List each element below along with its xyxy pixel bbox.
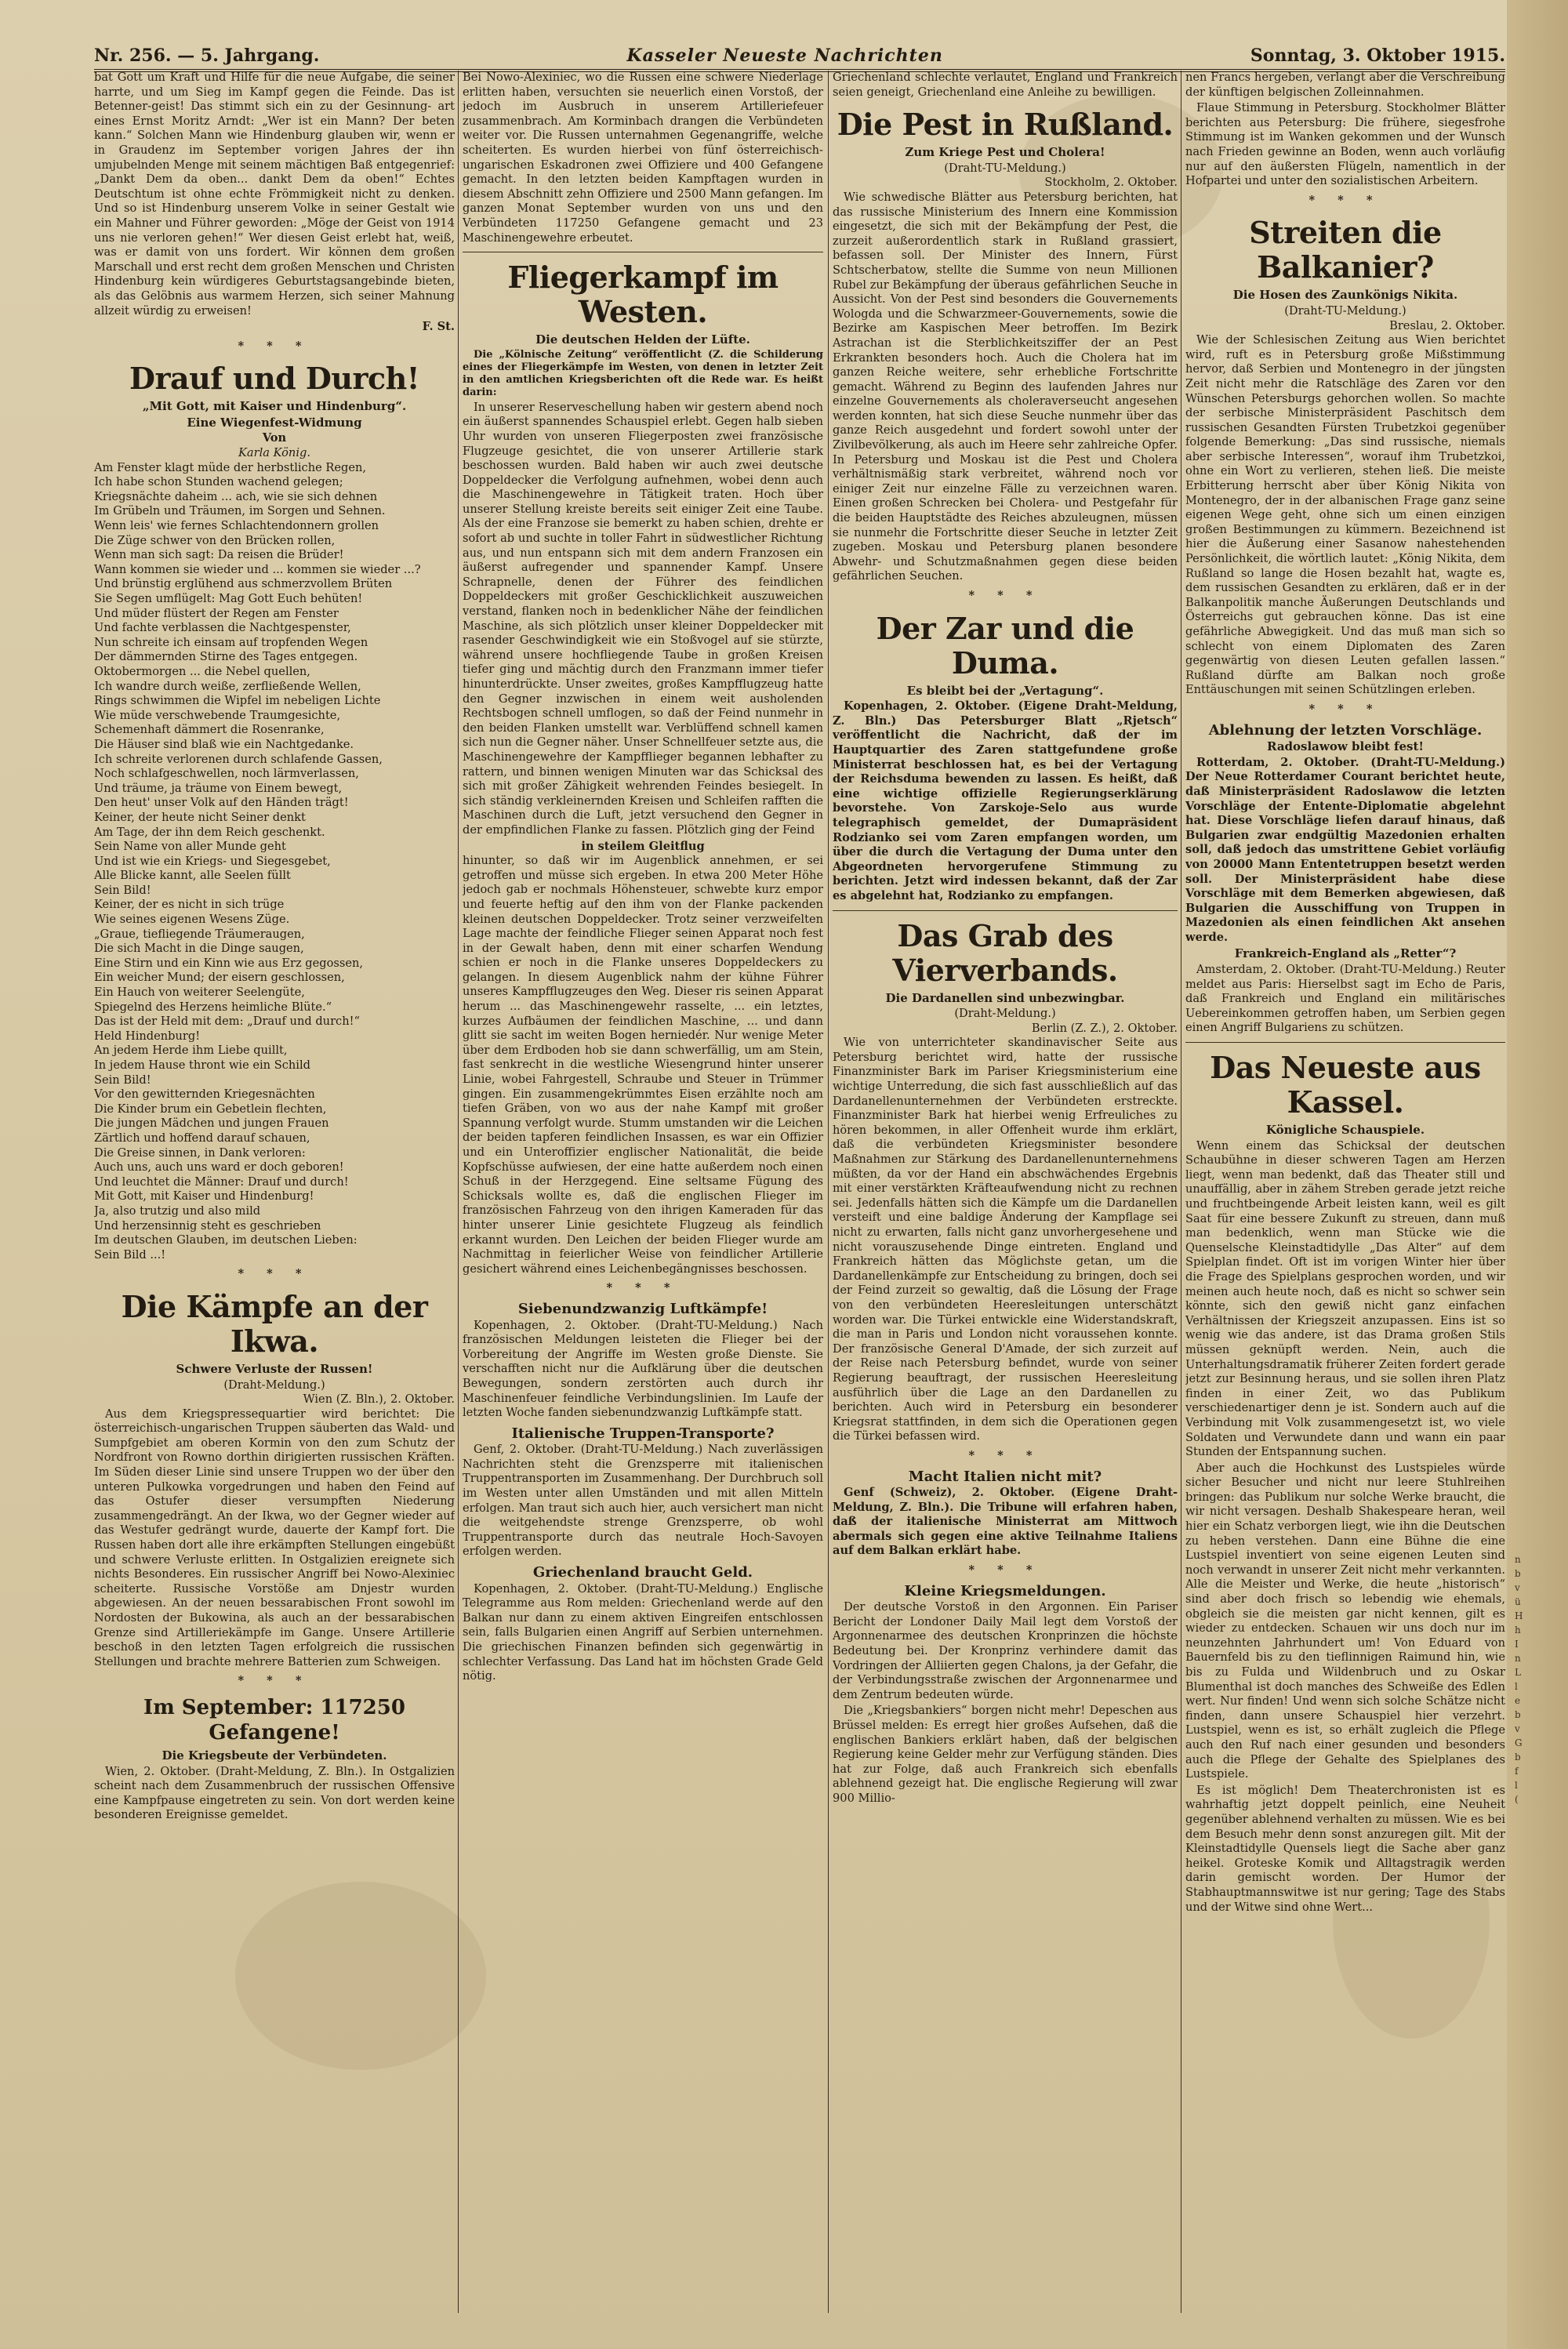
dateline: Breslau, 2. Oktober. [1389,318,1505,332]
poem-line: Keiner, der heute nicht Seiner denkt [94,810,306,824]
divider [1185,1042,1505,1043]
subheadline: Zum Kriege Pest und Cholera! [905,145,1105,160]
poem-line: Am Fenster klagt müde der herbstliche Regen, [94,460,367,474]
poem-line: Mit Gott, mit Kaiser und Hindenburg! [94,1189,314,1204]
poem-line: Die Greise sinnen, in Dank verloren: [94,1145,306,1160]
article-paragraph: Der deutsche Vorstoß in den Argonnen. Ein Pariser Bericht der Londoner Daily Mail legt dem Vorstoß der Argonnenarmee des deutschen Kronprinzen die höchste Bedeutung bei. Der Kronprinz verhindere damit das Vordringen der Alliierten gegen Chalons, ja der Gefahr, die der Verbindungsstraße zwischen der Argonnenarmee und dem Zentrum bedeuten würde. [833,1600,1178,1701]
column-4 [1185,71,1505,2313]
agency-line: (Draht-TU-Meldung.) [1284,303,1406,318]
headline: Das Neueste aus Kassel. [1210,1050,1481,1120]
author-name: Karla König. [238,446,310,460]
article-paragraph: Rotterdam, 2. Oktober. (Draht-TU-Meldung.) Der Neue Rotterdamer Courant berichtet heute, daß Ministerpräsident Radoslawow die letzten Vorschläge der Entente-Diplomatie abgelehnt hat. Diese Vorschläge liefen darauf hinaus, daß Bulgarien zwar endgültig Mazedonien erhalten soll, daß jedoch das umstrittene Gebiet vorläufig von 20000 Mann Ententetruppen besetzt werden soll. Der Ministerpräsident habe diese Vorschläge mit dem Bemerken abgewiesen, daß Bulgarien die Ausschiffung von Truppen in Mazedonien als einen feindlichen Akt ansehen werde. [1185,755,1505,944]
poem-line: Die jungen Mädchen und jungen Frauen [94,1116,329,1131]
poem-line: Alle Blicke kannt, alle Seelen füllt [94,869,291,883]
poem-line: Die Züge schwer von den Brücken rollen, [94,533,336,547]
poem-line: Auch uns, auch uns ward er doch geboren! [94,1160,344,1174]
article-paragraph: bat Gott um Kraft und Hilfe für die neue Aufgabe, die seiner harrte, und um Sieg im Kampf gegen die Feinde. Das ist Betenner-geist! Das stimmt sich ein zu der Gesinnung- art eines Ernst Moritz Arndt: „Wer ist ein Mann? Der beten kann.“ Solchen Mann wie Hindenburg glauben wir, wenn er in Graudenz im September vorigen Jahres der ihn umjubelnden Menge mit seinem mächtigen Baß entgegenrief: „Dankt Dem da oben... dankt Dem da oben!“ Echtes Deutschtum ist ohne echte Frömmigkeit nicht zu denken. Und so ist Hindenburg unserem Volke in seiner Gestalt wie ein Mahner und Führer geworden: „Möge der Geist von 1914 uns nie verloren gehen!“ Wer diesen Geist erlebt hat, weiß, was er damit von uns fordert. Wir können dem großen Marschall und erst recht dem großen Menschen und Christen Hindenburg kein würdigeres Geburtstagsangebinde bieten, als das Gelöbnis aus warmem Herzen, sich seiner Mahnung allzeit würdig zu erweisen! [94,71,455,318]
headline: Der Zar und die Duma. [876,610,1134,681]
divider [833,910,1178,911]
poem-line: Keiner, der es nicht in sich trüge [94,898,285,912]
headline: Die Pest in Rußland. [837,107,1174,143]
article-paragraph: hinunter, so daß wir im Augenblick annehmen, er sei getroffen und müsse sich ergeben. In etwa 200 Meter Höhe jedoch gab er nochmals Höhensteuer, schwebte kurz empor und feuerte heftig auf den ihm von der Flanke packenden kleinen deutschen Doppeldecker. Trotz seiner verzweifelten Lage machte der feindliche Flieger seinen Apparat noch fest in der Gewalt haben, denn mit einer scharfen Wendung schien er noch in die Flanke unseres Doppeldeckers zu gelangen. In diesem Augenblick nahm der kühne Führer unseres Kampfflugzeuges den Weg. Dieser ris seinen Apparat herum ... das Maschinengewehr rasselte, ... ein letztes, kurzes Aufbäumen der feindlichen Maschine, ... und dann glitt sie sacht im weiten Bogen herniedér. Nur wenige Meter über dem Erdboden hob sie dann schwerfällig, um am Stein, fast senkrecht in die westliche Wiesengrund hinter unserer Linie, wobei Fahrgestell, Schraube und Steuer in Trümmer gingen. Ein zusammengekrümmtes Eisen erzählte noch am tiefen Gräben, von wo aus der nahe Kampf mit großer Spannung verfolgt wurde. Stumm umstanden wir die Leichen der beiden tapferen feindlichen Insassen, es war ein Offizier und ein Unteroffizier englischer Nationalität, die beide Kopfschüsse aufwiesen, der eine hatte außerdem noch einen Schuß in der Herzgegend. Eine seltsame Fügung des Schicksals wollte es, daß die englischen Flieger im französischen Fahrzeug von den ihrigen Kameraden für das hinter unserer Linie gesichtete Flugzeug als feindlich erkannt wurden. Den Leichen der beiden Flieger wurde am Nachmittag in feierlicher Weise von feindlicher Artillerie gesichert während eines Leichenbegängnisses beschossen. [463,854,823,1276]
poem-line: „Graue, tiefliegende Träumeraugen, [94,927,305,941]
issue-date: Sonntag, 3. Oktober 1915. [1250,45,1505,66]
poem-line: Ich habe schon Stunden wachend gelegen; [94,475,343,489]
article-paragraph: Kopenhagen, 2. Oktober. (Eigene Draht-Meldung, Z. Bln.) Das Petersburger Blatt „Rjetsch“ veröffentlicht die Nachricht, daß der im Hauptquartier des Zaren stattgefundene große Ministerrat beschlossen hat, es bei der Vertagung der Reichsduma bewenden zu lassen. Es heißt, daß eine wichtige offizielle Regierungserklärung bevorstehe. Von Zarskoje-Selo aus wurde telegraphisch gemeldet, der Dumapräsident Rodzianko sei vom Zaren empfangen worden, um über die durch die Vertagung der Duma unter den Abgeordneten hervorgerufene Stimmung zu berichten. Jetzt wird indessen bekannt, daß der Zar es abgelehnt hat, Rodzianko zu empfangen. [833,699,1178,902]
headline: Fliegerkampf im Westen. [507,260,779,330]
poem-line: Kriegsnächte daheim ... ach, wie sie sich dehnen [94,489,378,503]
poem-line: Rings schwimmen die Wipfel im nebeligen Lichte [94,694,381,708]
column-rule [828,71,829,2313]
headline: Streiten die Balkanier? [1249,215,1442,285]
poem-line: Spiegelnd des Herzens heimliche Blüte.“ [94,1000,332,1014]
article-paragraph: nen Francs hergeben, verlangt aber die Verschreibung der künftigen belgischen Zolleinnahmen. [1185,71,1505,99]
divider-stars: * * * [238,339,311,353]
poem-line: Das ist der Held mit dem: „Drauf und durch!“ [94,1015,360,1029]
column-2 [463,71,823,2313]
subheadline: Die Dardanellen sind unbezwingbar. [885,990,1125,1005]
headline: Griechenland braucht Geld. [532,1564,753,1581]
poem-line: Sein Name von aller Munde geht [94,840,286,854]
adjacent-page-edge [1507,0,1568,2349]
article-paragraph: Bei Nowo-Alexiniec, wo die Russen eine schwere Niederlage erlitten haben, versuchten sie neuerlich einen Vorstoß, der jedoch im Ausbruch in unserem Artilleriefeuer zusammenbrach. Am Korminbach drangen die Verbündeten weiter vor. Die Russen unternahmen Gegenangriffe, welche scheiterten. Es wurden hierbei von fünf österreichisch-ungarischen Eskadronen zwei Offiziere und 400 Gefangene gemacht. In den letzten beiden Kampftagen wurden in diesem Abschnitt zehn Offiziere und 2500 Mann gefangen. Im ganzen Monat September wurden von uns und den Verbündeten 117250 Gefangene gemacht und 23 Maschinengewehre erbeutet. [463,71,823,245]
byline: Von [262,431,287,445]
poem-line: Nun schreite ich einsam auf tropfenden Wegen [94,635,368,649]
poem-line: Zärtlich und hoffend darauf schauen, [94,1131,310,1145]
poem-line: Eine Stirn und ein Kinn wie aus Erz gegossen, [94,956,364,970]
headline: Ablehnung der letzten Vorschläge. [1208,721,1483,739]
subheadline: Schwere Verluste der Russen! [176,1361,373,1376]
column-1 [94,71,455,2313]
article-paragraph: Genf (Schweiz), 2. Oktober. (Eigene Draht-Meldung, Z. Bln.). Die Tribune will erfahren haben, daß der italienische Ministerrat am Mittwoch abermals sich gegen eine aktive Teilnahme Italiens auf dem Balkan erklärt habe. [833,1486,1178,1558]
divider-stars: * * * [968,1448,1042,1462]
headline: Die Kämpfe an der Ikwa. [121,1288,428,1359]
article-paragraph: Die „Kriegsbankiers“ borgen nicht mehr! Depeschen aus Brüssel melden: Es erregt hier großes Aufsehen, daß die englischen Bankiers erklärt haben, daß der belgischen Regierung keine Gelder mehr zur Verfügung ständen. Dies hat zur Folge, daß auch Frankreich sich ebenfalls ablehnend gezeigt hat. Die englische Regierung will zwar 900 Millio- [833,1704,1178,1805]
poem-line: Und fachte verblassen die Nachtgespenster, [94,621,351,635]
headline: Frankreich-England als „Retter“? [1234,946,1457,961]
poem-line: Der dämmernden Stirne des Tages entgegen. [94,650,358,664]
poem-line: Wenn leis' wie fernes Schlachtendonnern grollen [94,519,379,533]
newspaper-title: Kasseler Neueste Nachrichten [626,45,943,66]
poem-line: Wie seines eigenen Wesens Züge. [94,913,290,927]
divider-stars: * * * [238,1674,311,1688]
poem-line: Sein Bild! [94,883,151,897]
divider-stars: * * * [1308,702,1382,716]
poem-line: Sein Bild ...! [94,1247,166,1262]
article-paragraph: Amsterdam, 2. Oktober. (Draht-TU-Meldung.) Reuter meldet aus Paris: Hierselbst sagt im Echo de Paris, daß Frankreich und England ein militärisches Uebereinkommen getroffen haben, um Serbien gegen einen Angriff Bulgariens zu schützen. [1185,963,1505,1035]
article-paragraph: Aus dem Kriegspressequartier wird berichtet: Die österreichisch-ungarischen Truppen säuberten das Wald- und Sumpfgebiet am oberen Kormin von den zum Schutz der Nordfront von Rowno dorthin dirigierten russischen Kräften. Im Süden dieser Linie sind unsere Truppen wo der über den unteren Pulkowka vorgedrungen und haben den Feind auf das Ostufer dieser versumpften Niederung zusammengedrängt. An der Ikwa, wo der Gegner wieder auf das Westufer gedrängt wurde, dauerte der Kampf fort. Die Russen haben dort alle ihre erkämpften Stellungen eingebüßt und schwere Verluste erlitten. In Ostgalizien ereignete sich nichts Besonderes. Ein russischer Angriff bei Nowo-Alexiniec scheiterte. Russische Vorstöße am Dnjestr wurden abgewiesen. An der neuen bessarabischen Front sowohl im Nordosten der Bukowina, als auch an der bessarabischen Grenze sind Artilleriekämpfe im Gange. Unsere Artillerie beschoß in den letzten Tagen erfolgreich die russischen Stellungen und brachte mehrere Batterien zum Schweigen. [94,1407,455,1668]
poem-line: Wann kommen sie wieder und ... kommen sie wieder ...? [94,562,421,576]
article-paragraph: Wie schwedische Blätter aus Petersburg berichten, hat das russische Ministerium des Innern eine Kommission eingesetzt, die sich mit der Bekämpfung der Pest, die zurzeit außerordentlich stark in Rußland grassiert, befassen soll. Der Minister des Innern, Fürst Schtscherbatow, stellte die Summe von neun Millionen Rubel zur Bekämpfung der überaus gefährlichen Seuche in Aussicht. Von der Pest sind besonders die Gouvernements Wologda und die Schwarzmeer-Gouvernements, sowie die Bezirke am Kaspischen Meer betroffen. Im Bezirk Astrachan ist die Sterblichkeitsziffer der an Pest Erkrankten besonders hoch. Auch die Cholera hat im ganzen Reiche weitere, sehr erhebliche Fortschritte gemacht. Während zu Beginn des laufenden Jahres nur einzelne Gouvernements als choleraverseucht angesehen werden konnten, hat sich diese Seuche nunmehr über das ganze Reich ausgedehnt und fordert sowohl unter der Zivilbevölkerung, als auch im Heere sehr zahlreiche Opfer. In Petersburg und Moskau ist die Pest und Cholera verhältnismäßig stark verbreitet, während noch vor einiger Zeit nur einzelne Fälle zu verzeichnen waren. Einen großen Schrecken bei Cholera- und Pestgefahr für die beiden Hauptstädte des Reiches abzuleugnen, müssen sie nunmehr die Fortschritte dieser Seuche in letzter Zeit zugeben. Moskau und Petersburg planen besondere Abwehr- und Schutzmaßnahmen gegen diese beiden gefährlichen Seuchen. [833,190,1178,583]
poem-line: Im Grübeln und Träumen, im Sorgen und Sehnen. [94,504,386,518]
poem-line: Und müder flüstert der Regen am Fenster [94,606,339,620]
article-paragraph: Wie der Schlesischen Zeitung aus Wien berichtet wird, ruft es in Petersburg große Mißstimmung hervor, daß Serbien und Montenegro in der jüngsten Zeit nicht mehr die Ratschläge des Zaren vor den Wünschen Petersburgs gehorchen wollen. So machte der serbische Ministerpräsident Paschitsch dem russischen Gesandten Fürsten Trubetzkoi gegenüber folgende Bemerkung: „Das sind russische, niemals aber serbische Interessen“, worauf ihm Trubetzkoi, ohne ein Wort zu verlieren, stehen ließ. Die meiste Erbitterung herrscht aber über König Nikita von Montenegro, der in der albanischen Frage ganz seine eigenen Wege geht, ohne sich um einen einzigen großen Bestimmungen zu kümmern. Bezeichnend ist hier die Äußerung einer Sasanow nahestehenden Persönlichkeit, die wörtlich lautet: „König Nikita, dem Rußland so lange die Hosen bezahlt hat, wagte es, dem russischen Gesandten zu erklären, daß er in der Balkanpolitik manche Äußerungen Deutschlands und Österreichs gut gebrauchen könne. Das ist eine gefährliche Abwegigkeit. Und das muß man sich so schlecht von einem Diplomaten des Zaren gegenwärtig von diesen Leuten gefallen lassen.“ Rußland dürfte am Balkan noch große Enttäuschungen mit seinen Schützlingen erleben. [1185,333,1505,697]
poem-line: Schemenhaft dämmert die Rosenranke, [94,723,325,737]
article-paragraph: Kopenhagen, 2. Oktober. (Draht-TU-Meldung.) Nach französischen Meldungen leisteten die Flieger bei der Vorbereitung der Angriffe im Westen große Dienste. Sie verschafften nicht nur die Aufklärung über die deutschen Bewegungen, sondern zerstörten auch durch ihr Maschinenfeuer feindliche Verbindungslinien. Im Laufe der letzten Woche fanden siebenundzwanzig Luftkämpfe statt. [463,1318,823,1420]
poem-line: Am Tage, der ihn dem Reich geschenkt. [94,825,325,839]
dateline: Wien (Z. Bln.), 2. Oktober. [303,1392,455,1407]
poem-line: Und herzensinnig steht es geschrieben [94,1218,321,1233]
subheadline: „Mit Gott, mit Kaiser und Hindenburg“. [142,399,407,414]
subheadline: Radoslawow bleibt fest! [1267,739,1424,754]
article-paragraph: Wenn einem das Schicksal der deutschen Schaubühne in dieser schweren Tagen am Herzen liegt, wenn man bedenkt, daß das Theater still und unauffällig, aber in zähem Streben gerade jetzt reiche und fruchtbeingende Arbeit leisten kann, weil es gilt Saat für eine bessere Zukunft zu streuen, dann muß man bedenklich, wenn man Stücke wie die Quenselsche Kleinstadtidylle „Das Alter“ auf dem Spielplan findet. Oft ist im vorigen Winter hier über die Frage des Spielplans gesprochen worden, und wir meinen auch heute noch, daß es nicht so schwer sein könnte, sich den gewiß nicht ganz einfachen Verhältnissen der Kriegszeit anzupassen. Eins ist so wenig wie das andere, ist das Drama großen Stils müssen geknüpft werden. Nein, auch die Unterhaltungsdramatik früherer Zeiten fordert gerade jetzt zur Besinnung heraus, und sie sollen ihren Platz finden in einer Zeit, wo das Publikum verschiedenartiger denn je ist. Sondern auch auf die Verbindung mit Volk zusammengesetzt ist, wo viele Soldaten und Verwundete dann und wann ein paar Stunden der Entspannung suchen. [1185,1138,1505,1459]
poem [94,461,455,1263]
poem-line: Ein weicher Mund; der eisern geschlossen, [94,971,345,985]
article-paragraph: In unserer Reserveschellung haben wir gestern abend noch ein äußerst spannendes Schauspiel erlebt. Gegen halb sieben Uhr wurden von unseren Fliegerposten zwei französische Flugzeuge gesichtet, die von unserer Artillerie stark beschossen wurden. Bald haben wir auch zwei deutsche Doppeldecker die Verfolgung aufnehmen, wobei denn auch die Maschinengewehre in Tätigkeit traten. Hoch über unserer Stellung kreiste bereits seit einiger Zeit eine Taube. Als der eine Franzose sie bemerkt zu haben schien, drehte er sofort ab und suchte in toller Fahrt in südwestlicher Richtung aus, und nun entspann sich mit dem andern Franzosen ein äußerst aufregender und spannender Kampf. Unsere Schrapnelle, denen der Führer des feindlichen Doppeldeckers mit großer Geschicklichkeit auszuweichen verstand, flanken noch in bedenklicher Nähe der feindlichen Maschine, als sich plötzlich unser kleiner Doppeldecker mit rasender Geschwindigkeit wie ein Stoßvogel auf sie stürzte, während unsere hochfliegende Taube in großen Kreisen tiefer ging und mächtig durch den Franzmann immer tiefer hinunterdrückte. Unser zweites, großes Kampfflugzeug hatte den Gegner inzwischen in einem weit ausholenden Rechtsbogen schnell umflogen, so daß der Feind nunmehr in den beiden Flanken umstellt war. Verblüffend schnell kamen sich nun die Gegner näher. Unser Schnellfeuer setzte aus, die Maschinengewehre der Kampfflieger begannen lebhafter zu rattern, und binnen wenigen Minuten war das Schicksal des sich mit großer Zähigkeit wehrenden Feindes besiegelt. In sich ständig verkleinernden Kreisen und Schleifen rafften die Maschinen durch die Luft, jetzt versuchend den Gegner in der empfindlichen Flanke zu fassen. Plötzlich ging der Feind [463,400,823,837]
agency-line: (Draht-TU-Meldung.) [944,161,1066,175]
article-paragraph: Kopenhagen, 2. Oktober. (Draht-TU-Meldung.) Englische Telegramme aus Rom melden: Griechenland werde auf den Balkan nur dann zu einem aktiven Eingreifen entschlossen sein, falls Bulgarien einen Angriff auf Serbien unternehmen. Die griechischen Finanzen befinden sich gegenwärtig in schlechter Verfassung. Das Land hat im höchsten Grade Geld nötig. [463,1581,823,1683]
poem-line: Ich wandre durch weiße, zerfließende Wellen, [94,679,361,693]
article-paragraph: Flaue Stimmung in Petersburg. Stockholmer Blätter berichten aus Petersburg: Die frühere, siegesfrohe Stimmung ist im Wanken gekommen und der Wunsch nach Frieden gewinne an Boden, wenn auch vorläufig nur auf den äußersten Flügeln, namentlich in der Hofpartei und unter den sozialistischen Arbeitern. [1185,101,1505,188]
poem-line: Und leuchtet die Männer: Drauf und durch! [94,1174,349,1189]
poem-line: Ich schreite verlorenen durch schlafende Gassen, [94,752,383,766]
poem-line: Oktobermorgen ... die Nebel quellen, [94,664,310,678]
divider-stars: * * * [238,1267,311,1281]
subheadline: Königliche Schauspiele. [1265,1123,1425,1138]
headline: Italienische Truppen-Transporte? [511,1425,775,1442]
subheadline: Die deutschen Helden der Lüfte. [535,332,750,347]
poem-line: Die Kinder brum ein Gebetlein flechten, [94,1102,327,1116]
poem-line: Noch schlafgeschwellen, noch lärmverlassen, [94,767,359,781]
poem-line: Wenn man sich sagt: Da reisen die Brüder! [94,548,344,562]
article-paragraph: Genf, 2. Oktober. (Draht-TU-Meldung.) Nach zuverlässigen Nachrichten steht die Grenzsperre mit italienischen Truppentransporten im Zusammenhang. Der Durchbruch soll im Westen unter allen Umständen und mit allen Mitteln erfolgen. Man traut sich auch hier, auch versichert man nicht die weitgehendste strenge Grenzsperre, ob wohl Truppentransporte durch das neutrale Hoch-Savoyen erfolgen werden. [463,1443,823,1559]
subheadline: Die Hosen des Zaunkönigs Nikita. [1232,288,1458,303]
poem-line: Sein Bild! [94,1073,151,1087]
headline: Kleine Kriegsmeldungen. [904,1582,1106,1599]
poem-line: Ein Hauch von weiterer Seelengüte, [94,986,305,1000]
headline: Macht Italien nicht mit? [908,1468,1102,1485]
masthead [94,31,1505,72]
subheadline: Die Kriegsbeute der Verbündeten. [162,1748,387,1763]
poem-line: Held Hindenburg! [94,1029,201,1043]
column-rule [458,71,459,2313]
article-paragraph: Es ist möglich! Dem Theaterchronisten ist es wahrhaftig jetzt doppelt peinlich, eine Neuheit gegenüber ablehnend verhalten zu müssen. Wie es bei dem Besuch mehr denn sonst anzuregen gilt. Mit der Kleinstadtidylle Quensels liegt die Sache aber ganz heikel. Groteske Komik und Alltagstragik werden darin gemischt worden. Der Humor der Stabhauptmannswitwe ist nur gering; Tage des Stabs und der Witwe sind ohne Wert... [1185,1783,1505,1914]
poem-line: Im deutschen Glauben, im deutschen Lieben: [94,1233,358,1247]
article-paragraph: Wie von unterrichteter skandinavischer Seite aus Petersburg berichtet wird, hatte der russische Finanzminister Bark im Pariser Kriegsministerium eine wichtige Unterredung, die sich fast ausschließlich auf das Dardanellenunternehmen der Verbündeten erstreckte. Finanzminister Bark hat hierbei wenig Erfreuliches zu hören bekommen, in aller Offenheit wurde ihm erklärt, daß die verbündeten Kriegsminister besondere Maßnahmen zur Stärkung des Dardanellenunternehmens müßten, da vor der Hand ein abschwächendes Ergebnis mit einer verstärkten Kräfteaufwendung nicht zu rechnen sei. Jedenfalls hätten sich die Kämpfe um die Dardanellen versteift und eine baldige Änderung der Kampflage sei nicht zu erwarten, falls nicht ganz unvorhergesehene und nicht vorauszusehende Dinge eintreten. England und Frankreich hätten das Möglichste getan, um die Dardanellenkämpfe zur Entscheidung zu bringen, doch sei der Feind zurzeit so gewaltig, daß die Lösung der Frage von den verbündeten Heeresleitungen unterschätzt worden war. Die Türkei entwickle eine Widerstandskraft, die man in Paris und London nicht voraussehen konnte. Der französische General D'Amade, der sich zurzeit auf der Reise nach Petersburg befindet, wurde von seiner Regierung beauftragt, der russischen Heeresleitung ausführlich über die Lage an den Dardanellen zu berichten. Auch wird in Petersburg ein besonderer Kriegsrat stattfinden, in dem sich die Operationen gegen die Türkei befassen wird. [833,1036,1178,1443]
article-paragraph: Aber auch die Hochkunst des Lustspieles würde sicher Besucher und nicht nur leere Stuhlreihen bringen: das Publikum nur solche Werke braucht, die wir nicht versagen. Deshalb Shakespeare heran, weil hier ein Schatz verborgen liegt, wie ihn die Deutschen zu heben verstehen. Dann eine Bühne die eine Lustspiel inventiert von seine eigenen Leuten sind noch verwandt in unserer Zeit nicht mehr verkannten. Alle die Meister und Werke, die heute „historisch“ sind aber doch frisch so lebendig wie ehemals, obgleich sie die meisten gar nicht kennen, gilt es wieder zu entdecken. Schauen wir uns doch nur im neunzehnten Jahrhundert um! Von Eduard von Bauernfeld bis zu den tieflinnigen Raimund hin, wie bis zu Fulda und Wildenbruch und zu Oskar Blumenthal ist doch manches des Schweiße des Edlen wert. Nur finden! Und wenn sich solche Schätze nicht finden, dann unsere Schauspiel hier verzehrt. Lustspiel, wenn es ist, so erhält zugleich die Pflege auch den Ruf nach einer gesunden und besonders auch die Pflege der Gehalte des Spielplanes des Lustspiele. [1185,1461,1505,1781]
poem-line: Die Häuser sind blaß wie ein Nachtgedanke. [94,737,354,751]
adjacent-page-text: n b v ü H h I n L l e b v G b f l ( [1515,1554,1523,1805]
divider-stars: * * * [968,589,1042,602]
subheadline: Es bleibt bei der „Vertagung“. [906,683,1104,698]
inline-heading: in steilem Gleitflug [581,839,705,853]
divider-stars: * * * [1308,193,1382,207]
poem-line: Und träume, ja träume von Einem bewegt, [94,781,343,795]
poem-line: Vor den gewitternden Kriegesnächten [94,1087,315,1102]
divider-stars: * * * [968,1563,1042,1577]
issue-number: Nr. 256. — 5. Jahrgang. [94,45,320,66]
dateline: Berlin (Z. Z.), 2. Oktober. [1031,1021,1178,1035]
poem-line: Die sich Macht in die Dinge saugen, [94,942,304,956]
article-paragraph: Wien, 2. Oktober. (Draht-Meldung, Z. Bln.). In Ostgalizien scheint nach dem Zusammenbruch der russischen Offensive eine Kampfpause eingetreten zu sein. Von dort werden keine besonderen Ereignisse gemeldet. [94,1764,455,1822]
poem-line: Ja, also trutzig und also mild [94,1204,261,1218]
poem-line: Wie müde verschwebende Traumgesichte, [94,708,341,722]
headline: Das Grab des Vierverbands. [892,917,1118,988]
poem-line: In jedem Hause thront wie ein Schild [94,1058,310,1072]
poem-line: An jedem Herde ihm Liebe quillt, [94,1044,288,1058]
subheadline: Eine Wiegenfest-Widmung [187,415,362,430]
poem-line: Und ist wie ein Kriegs- und Siegesgebet, [94,854,331,868]
poem-line: Sie Segen umflügelt: Mag Gott Euch behüten! [94,592,363,605]
column-3 [833,71,1178,2313]
article-lead: Die „Kölnische Zeitung“ veröffentlicht (Z. die Schilderung eines der Fliegerkämpfe im Westen, von denen in letzter Zeit in den amtlichen Kriegsberichten oft die Rede war. Es heißt darin: [463,348,823,398]
poem-line: Den heut' unser Volk auf den Händen trägt! [94,796,349,810]
headline: Im September: 117250 Gefangene! [143,1695,405,1745]
poem-line: Und brünstig erglühend aus schmerzvollem Brüten [94,577,393,591]
agency-line: (Draht-Meldung.) [223,1378,325,1392]
headline: Drauf und Durch! [129,361,419,397]
article-paragraph: Griechenland schlechte verlautet, England und Frankreich seien geneigt, Griechenland eine Anleihe zu bewilligen. [833,71,1178,99]
headline: Siebenundzwanzig Luftkämpfe! [517,1300,768,1317]
agency-line: (Draht-Meldung.) [954,1007,1056,1021]
author-sign: F. St. [422,320,455,334]
dateline: Stockholm, 2. Oktober. [1044,176,1178,190]
divider-stars: * * * [606,1281,680,1295]
